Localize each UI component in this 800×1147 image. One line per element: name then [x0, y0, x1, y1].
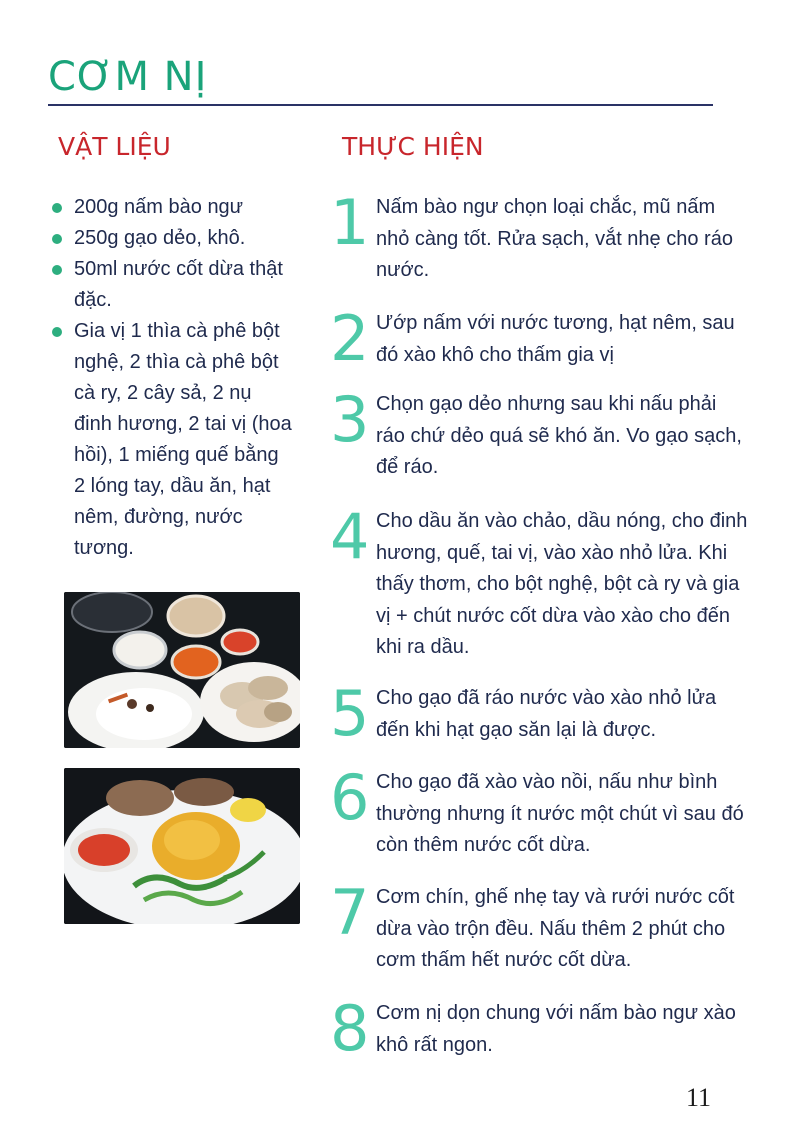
step-number: 2: [330, 302, 370, 375]
steps-heading: THỰC HIỆN: [342, 132, 484, 161]
dish-photo: [64, 768, 300, 924]
bullet-icon: [52, 234, 62, 244]
step-number: 5: [330, 677, 370, 750]
ingredient-item: 200g nấm bào ngư: [50, 192, 289, 223]
step-number: 3: [330, 383, 370, 456]
ingredient-item: 250g gạo dẻo, khô.: [50, 223, 289, 254]
step-number: 6: [330, 761, 370, 834]
page-number: 11: [686, 1083, 712, 1112]
step-text: Chọn gạo dẻo nhưng sau khi nấu phải ráo chứ dẻo quá sẽ khó ăn. Vo gạo sạch, để ráo.: [376, 393, 742, 478]
step-text: Cho gạo đã ráo nước vào xào nhỏ lửa đến khi hạt gạo săn lại là được.: [376, 687, 717, 741]
step-number: 7: [330, 876, 370, 949]
step-text: Cơm chín, ghế nhẹ tay và rưới nước cốt dừa vào trộn đều. Nấu thêm 2 phút cho cơm thấm hết nước cốt dừa.: [376, 886, 735, 971]
step-number: 8: [330, 992, 370, 1065]
ingredient-item: 50ml nước cốt dừa thật đặc.: [50, 254, 289, 316]
step-number: 4: [330, 500, 370, 573]
ingredient-item: Gia vị 1 thìa cà phê bột nghệ, 2 thìa cà phê bột cà ry, 2 cây sả, 2 nụ đinh hương, 2 tai vị (hoa hồi), 1 miếng quế bằng 2 lóng tay, dầu ăn, hạt nêm, đường, nước tương.: [50, 316, 292, 564]
step-text: Cho dầu ăn vào chảo, dầu nóng, cho đinh hương, quế, tai vị, vào xào nhỏ lửa. Khi thấy thơm, cho bột nghệ, bột cà ry và gia vị + chút nước cốt dừa vào xào cho đến khi ra dầu.: [376, 510, 748, 658]
ingredients-heading: VẬT LIỆU: [58, 132, 171, 161]
bullet-icon: [52, 203, 62, 213]
page-title: CƠM NỊ: [48, 54, 208, 100]
title-underline: [48, 104, 713, 106]
ingredients-list: [50, 192, 312, 564]
bullet-icon: [52, 265, 62, 275]
step-text: Nấm bào ngư chọn loại chắc, mũ nấm nhỏ càng tốt. Rửa sạch, vắt nhẹ cho ráo nước.: [376, 196, 733, 281]
step-text: Cơm nị dọn chung với nấm bào ngư xào khô rất ngon.: [376, 1002, 736, 1056]
ingredients-photo: [64, 592, 300, 748]
step-text: Cho gạo đã xào vào nồi, nấu như bình thường nhưng ít nước một chút vì sau đó còn thêm nước cốt dừa.: [376, 771, 744, 856]
dish-photo-art: [64, 768, 300, 924]
ingredients-photo-art: [64, 592, 300, 748]
step-text: Ướp nấm với nước tương, hạt nêm, sau đó xào khô cho thấm gia vị: [376, 312, 735, 366]
step-number: 1: [330, 186, 370, 259]
bullet-icon: [52, 327, 62, 337]
